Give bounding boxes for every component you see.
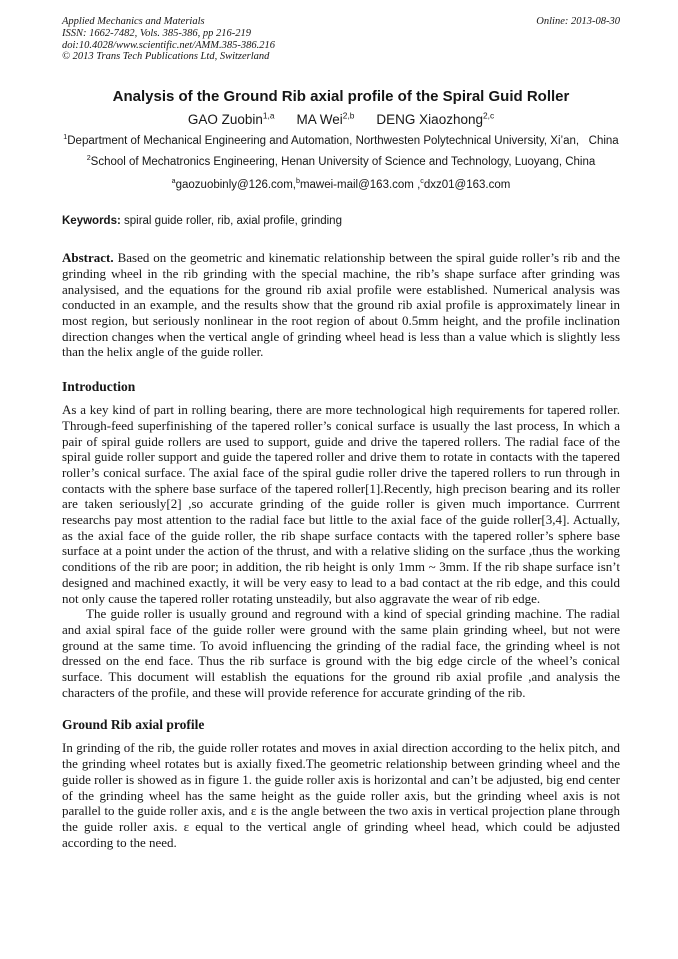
author bbox=[297, 112, 355, 127]
journal-header bbox=[62, 16, 620, 63]
intro-paragraph-1: As a key kind of part in rolling bearing, there are more technological high requirements for tapered roller. Through-feed superfinishing of the tapered roller’s conical surface is usually the last process, In which a pair of spiral guide rollers are used to support, guide and drive the tapered rollers. The radial face of the spiral guide roller support and guide the tapered roller and drive them to rotate in contacts with the tapered roller’s conical surface. The axial face of the spiral gudie roller drive the tapered rollers to run through in contacts with the sphere base surface of the tapered roller[1].Recently, high precison bearing and its roller are taken seriously[2] ,so accurate grinding of the guide roller is given much importance. Currrent researchs pay most attention to the radial face but little to the axial face of the guide roller[3,4]. Actually, as the axial face of the guide roller, the rib shape surface contacts with the tapered roller’s sphere base surface at a point under the action of the thrust, and with a relative sliding on the surface ,thus the working conditions of the rib are poor; in addition, the rib height is only 1mm ~ 3mm. If the rib shape surface isn’t designed and machined exactly, it will be very easy to lead to a bad contact at the rib edge, and this could not only cause the tapered roller rotating unsteadily, but also aggravate the wear of rib edge. bbox=[62, 402, 620, 606]
emails-line bbox=[62, 178, 620, 192]
paper-title: Analysis of the Ground Rib axial profile of the Spiral Guid Roller bbox=[112, 88, 570, 106]
journal-title-line: Applied Mechanics and Materials bbox=[62, 16, 205, 27]
affiliation-text: School of Mechatronics Engineering, Henan University of Science and Technology, Luoyang, China bbox=[90, 155, 596, 168]
affiliation-superscript: 1 bbox=[63, 133, 68, 142]
affiliation bbox=[62, 153, 620, 170]
author-name: GAO Zuobin bbox=[187, 112, 263, 128]
author bbox=[376, 112, 494, 127]
abstract-paragraph bbox=[62, 250, 620, 360]
authors-line bbox=[62, 111, 620, 128]
abstract-label: Abstract. bbox=[62, 250, 114, 266]
author-superscript: 1,a bbox=[262, 110, 275, 121]
author bbox=[188, 112, 275, 127]
section-heading-ground-rib: Ground Rib axial profile bbox=[62, 717, 205, 733]
doi-line: doi:10.4028/www.scientific.net/AMM.385-386.216 bbox=[62, 39, 275, 51]
abstract-text: Based on the geometric and kinematic relationship between the spiral guide roller’s rib and the grinding wheel in the rib grinding with the special machine, the rib’s shape surface after grinding was analysised, and the equations for the ground rib axial profile were established. Numerical analysis was conducted in an example, and the results show that the ground rib axial profile is approximately linear in most region, but seriously nonlinear in the root region of about 0.5mm height, and the profile inclination direction changes when the vertical angle of grinding wheel head is less than a value which is slightly less than the helix angle of the guide roller. bbox=[62, 250, 620, 360]
online-date: Online: 2013-08-30 bbox=[536, 16, 620, 27]
email-text: dxz01@163.com bbox=[423, 179, 511, 192]
affiliation-superscript: 2 bbox=[86, 153, 91, 162]
author-name: DENG Xiaozhong bbox=[376, 112, 483, 128]
keywords-text: spiral guide roller, rib, axial profile, grinding bbox=[120, 215, 342, 228]
ground-rib-paragraph: In grinding of the rib, the guide roller rotates and moves in axial direction according to the helix pitch, and the grinding wheel rotates but is axially fixed.The geometric relationship between grinding wheel and the guide roller is showed as in figure 1. the guide roller axis is horizontal and can’t be adjusted, big end center of the grinding wheel has the same height as the guide roller axis, but the grinding wheel axis is not parallel to the guide roller axis, and ε is the angle between the two axis in vertical projection plane through the guide roller axis. ε equal to the vertical angle of grinding wheel head, which could be adjusted according to the need. bbox=[62, 740, 620, 850]
copyright-line: © 2013 Trans Tech Publications Ltd, Switzerland bbox=[62, 51, 270, 63]
author-superscript: 2,b bbox=[342, 110, 355, 121]
author-superscript: 2,c bbox=[482, 110, 495, 121]
section-heading-introduction: Introduction bbox=[62, 379, 136, 395]
intro-paragraph-2: The guide roller is usually ground and reground with a kind of special grinding machine. The radial and axial spiral face of the guide roller were ground with the same plain grinding wheel, but not were ground at the same time. To avoid influencing the grinding of the radial face, the grinding wheel is not dressed on the end face. Thus the rib surface is ground with the big edge circle of the wheel’s conical surface. This document will establish the equations for the ground rib axial profile ,and analysis the characters of the profile, and these will provide reference for accurate grinding of the rib. bbox=[62, 606, 620, 700]
email-superscript: c bbox=[420, 177, 424, 186]
keywords-label: Keywords: bbox=[62, 215, 121, 228]
affiliation-text: Department of Mechanical Engineering and Automation, Northwesten Polytechnical University, Xi’an, China bbox=[67, 135, 619, 148]
email-superscript: a bbox=[171, 177, 176, 186]
journal-header-left bbox=[62, 16, 275, 63]
email-text: mawei-mail@163.com , bbox=[299, 179, 421, 192]
issn-line: ISSN: 1662-7482, Vols. 385-386, pp 216-219 bbox=[62, 27, 251, 39]
email-text: gaozuobinly@126.com, bbox=[175, 179, 296, 192]
author-name: MA Wei bbox=[296, 112, 343, 128]
email-superscript: b bbox=[295, 177, 300, 186]
keywords-line bbox=[62, 214, 620, 228]
affiliation bbox=[62, 135, 620, 149]
